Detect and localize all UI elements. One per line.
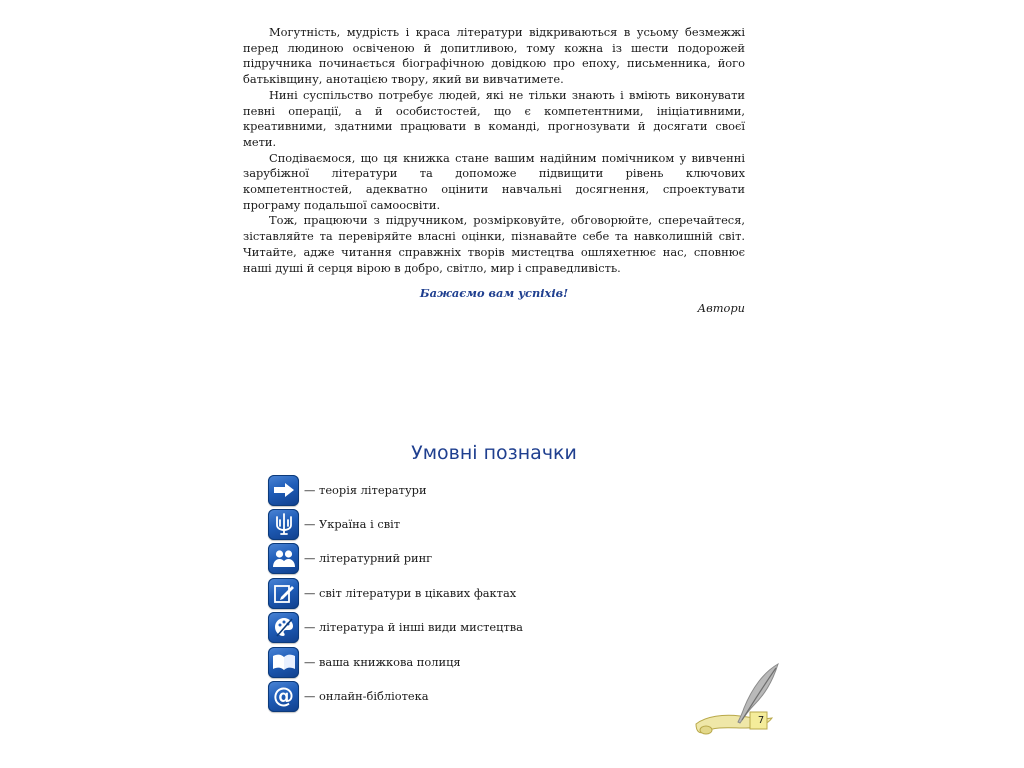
quill-icon — [692, 660, 788, 744]
legend-label: — світ літератури в цікавих фактах — [304, 586, 517, 600]
legend-item-online-library — [268, 680, 429, 712]
pen-paper-icon — [268, 578, 299, 609]
legend-label: — література й інші види мистецтва — [304, 620, 523, 634]
legend-label: — Україна і світ — [304, 517, 401, 531]
legend-label: — онлайн-бібліотека — [304, 689, 429, 703]
open-book-icon — [268, 647, 299, 678]
legend-item-ukraine — [268, 508, 400, 540]
legend-item-bookshelf — [268, 646, 461, 678]
intro-text — [243, 25, 745, 276]
page-number: 7 — [757, 715, 765, 726]
intro-paragraph: Тож, працюючи з підручником, розмірковуйте, обговорюйте, сперечайтеся, зіставляйте та перевіряйте власні оцінки, пізнавайте себе та навколишній світ. Читайте, адже читання справжніх творів мистецтва ошляхетнює нас, сповнює наші душі й серця вірою в добро, світло, мир і справедливість. — [243, 213, 745, 275]
legend-title: Умовні позначки — [411, 442, 577, 464]
legend-item-facts — [268, 577, 516, 609]
people-icon — [268, 543, 299, 574]
legend-label: — ваша книжкова полиця — [304, 655, 461, 669]
arrow-right-icon — [268, 475, 299, 506]
palette-icon — [268, 612, 299, 643]
legend-label: — літературний ринг — [304, 551, 433, 565]
intro-paragraph: Нині суспільство потребує людей, які не тільки знають і вміють виконувати певні операції, а й особистостей, що є компетентними, ініціативними, креативними, здатними працювати в команді, прогнозувати й досягати своєї мети. — [243, 87, 745, 149]
authors-signature: Автори — [697, 301, 745, 315]
trident-icon — [268, 509, 299, 540]
at-sign-icon: @ — [268, 681, 299, 712]
legend-item-theory — [268, 474, 427, 506]
legend-item-arts — [268, 611, 523, 643]
legend-item-ring — [268, 542, 432, 574]
intro-paragraph: Могутність, мудрість і краса літератури відкриваються в усьому безмежжі перед людиною освіченою й допитливою, тому кожна із шести подорожей підручника починається біографічною довідкою про епоху, письменника, його батьківщину, анотацією твору, який ви вивчатимете. — [243, 25, 745, 87]
wish-line: Бажаємо вам успіхів! — [419, 286, 569, 300]
legend-label: — теорія літератури — [304, 483, 427, 497]
intro-paragraph: Сподіваємося, що ця книжка стане вашим надійним помічником у вивченні зарубіжної літератури та допоможе підвищити рівень ключових компетентностей, адекватно оцінити навчальні досягнення, спроектувати програму подальшої самоосвіти. — [243, 150, 745, 212]
